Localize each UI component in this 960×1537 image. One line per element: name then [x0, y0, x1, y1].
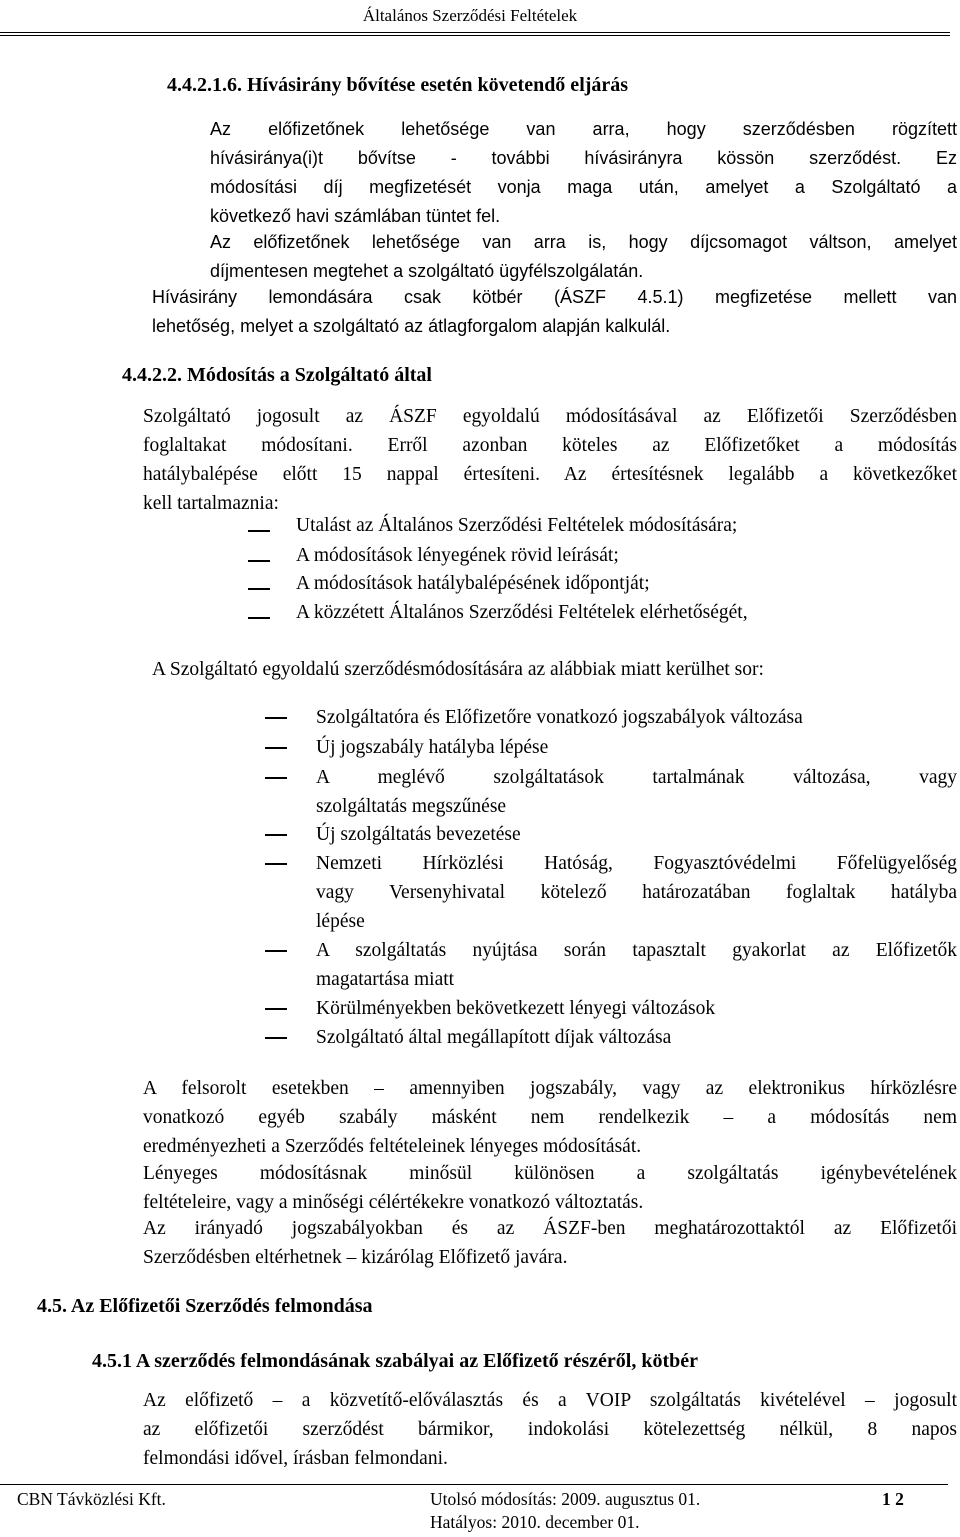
text-line: Az irányadó jogszabályokban és az ÁSZF-ben meghatározottaktól az Előfizetői [143, 1218, 957, 1239]
list-item: A közzétett Általános Szerződési Feltételek elérhetőségét, [296, 602, 748, 623]
document-header-title: Általános Szerződési Feltételek [362, 6, 578, 25]
list-item [316, 1023, 957, 1052]
reasons-intro: A Szolgáltató egyoldalú szerződésmódosítására az alábbiak miatt kerülhet sor: [152, 659, 764, 680]
section-heading-4-5-1: 4.5.1 A szerződés felmondásának szabályai az Előfizető részéről, kötbér [92, 1350, 699, 1372]
list-dash [248, 617, 270, 619]
text-line: Az előfizetőnek lehetősége van arra, hogy szerződésben rögzített [210, 119, 957, 139]
text-line: díjmentesen megtehet a szolgáltató ügyfélszolgálatán. [210, 261, 644, 281]
list-item: Utalást az Általános Szerződési Feltételek módosítására; [296, 515, 738, 536]
text-line: hatálybalépése előtt 15 nappal értesíteni. Az értesítésnek legalább a következőket [143, 464, 957, 485]
text-line: foglaltakat módosítani. Erről azonban köteles az Előfizetőket a módosítás [143, 435, 957, 456]
paragraph-felsorolt-esetek [143, 1074, 957, 1161]
text-line: magatartása miatt [316, 969, 455, 990]
list-item [316, 849, 957, 936]
footer-company: CBN Távközlési Kft. [17, 1489, 166, 1509]
text-line: Szolgáltatóra és Előfizetőre vonatkozó jogszabályok változása [316, 707, 803, 728]
text-line: Hívásirány lemondására csak kötbér (ÁSZF 4.5.1) megfizetése mellett van [152, 287, 957, 307]
list-item [316, 994, 957, 1023]
footer-effective-date: Hatályos: 2010. december 01. [430, 1512, 640, 1532]
text-line: Nemzeti Hírközlési Hatóság, Fogyasztóvédelmi Főfelügyelőség [316, 853, 957, 874]
list-dash [265, 863, 287, 865]
text-line: Az előfizetőnek lehetősége van arra is, hogy díjcsomagot váltson, amelyet [210, 232, 957, 252]
footer-page-number: 1 2 [882, 1489, 904, 1509]
list-dash [248, 588, 270, 590]
text-line: felmondási idővel, írásban felmondani. [143, 1448, 448, 1469]
text-line: kell tartalmaznia: [143, 493, 279, 514]
paragraph-hivasirany-lemondas [152, 283, 957, 341]
paragraph-felmondas-elofizeto [143, 1386, 957, 1473]
list-dash [248, 560, 270, 562]
text-line: A szolgáltatás nyújtása során tapasztalt gyakorlat az Előfizetők [316, 940, 957, 961]
list-dash [265, 777, 287, 779]
text-line: hívásiránya(i)t bővítse - további hívásirányra kössön szerződést. Ez [210, 148, 957, 168]
list-item [316, 763, 957, 821]
list-dash [265, 1037, 287, 1039]
list-item [316, 820, 957, 849]
text-line: vonatkozó egyéb szabály másként nem rendelkezik – a módosítás nem [143, 1107, 957, 1128]
text-line: Szerződésben eltérhetnek – kizárólag Előfizető javára. [143, 1247, 568, 1268]
header-rule [0, 32, 950, 33]
text-line: Szolgáltató jogosult az ÁSZF egyoldalú módosításával az Előfizetői Szerződésben [143, 406, 957, 427]
paragraph-lenyeges-modositas [143, 1159, 957, 1217]
section-heading-4-4-2-2: 4.4.2.2. Módosítás a Szolgáltató által [122, 364, 432, 386]
text-line: Lényeges módosításnak minősül különösen a szolgáltatás igénybevételének [143, 1163, 957, 1184]
paragraph-modositas-szolgaltato [143, 402, 957, 518]
header-rule-secondary [0, 35, 950, 36]
list-dash [265, 717, 287, 719]
paragraph-dijcsomag-valtas [210, 228, 957, 286]
footer-rule [0, 1484, 948, 1485]
text-line: Szolgáltató által megállapított díjak változása [316, 1027, 672, 1048]
text-line: szolgáltatás megszűnése [316, 796, 507, 817]
text-line: A felsorolt esetekben – amennyiben jogszabály, vagy az elektronikus hírközlésre [143, 1078, 957, 1099]
text-line: A meglévő szolgáltatások tartalmának változása, vagy [316, 767, 957, 788]
text-line: vagy Versenyhivatal kötelező határozatában foglaltak hatályba [316, 882, 957, 903]
list-dash [265, 834, 287, 836]
paragraph-iranyado-jogszabalyok [143, 1214, 957, 1272]
list-dash [248, 530, 270, 532]
list-item [316, 936, 957, 994]
text-line: Az előfizető – a közvetítő-előválasztás és a VOIP szolgáltatás kivételével – jogosult [143, 1390, 957, 1411]
list-dash [265, 1008, 287, 1010]
text-line: eredményezheti a Szerződés feltételeinek lényeges módosítását. [143, 1136, 642, 1157]
text-line: Körülményekben bekövetkezett lényegi változások [316, 998, 716, 1019]
text-line: Új jogszabály hatályba lépése [316, 737, 549, 758]
text-line: Új szolgáltatás bevezetése [316, 824, 521, 845]
text-line: lépése [316, 911, 365, 932]
text-line: feltételeire, vagy a minőségi célértékekre vonatkozó változtatás. [143, 1192, 644, 1213]
paragraph-hivasirany-bovites [210, 115, 957, 231]
list-item [316, 703, 957, 732]
footer-modified-date: Utolsó módosítás: 2009. augusztus 01. [430, 1489, 701, 1509]
list-item: A módosítások lényegének rövid leírását; [296, 545, 619, 566]
section-heading-4-4-2-1-6: 4.4.2.1.6. Hívásirány bővítése esetén követendő eljárás [167, 74, 629, 96]
list-dash [265, 747, 287, 749]
section-heading-4-5: 4.5. Az Előfizetői Szerződés felmondása [37, 1295, 373, 1317]
text-line: az előfizetői szerződést bármikor, indokolási kötelezettség nélkül, 8 napos [143, 1419, 957, 1440]
text-line: következő havi számlában tüntet fel. [210, 206, 501, 226]
list-item [316, 733, 957, 762]
list-item: A módosítások hatálybalépésének időpontját; [296, 573, 650, 594]
text-line: módosítási díj megfizetését vonja maga után, amelyet a Szolgáltató a [210, 177, 957, 197]
text-line: lehetőség, melyet a szolgáltató az átlagforgalom alapján kalkulál. [152, 316, 671, 336]
list-dash [265, 950, 287, 952]
